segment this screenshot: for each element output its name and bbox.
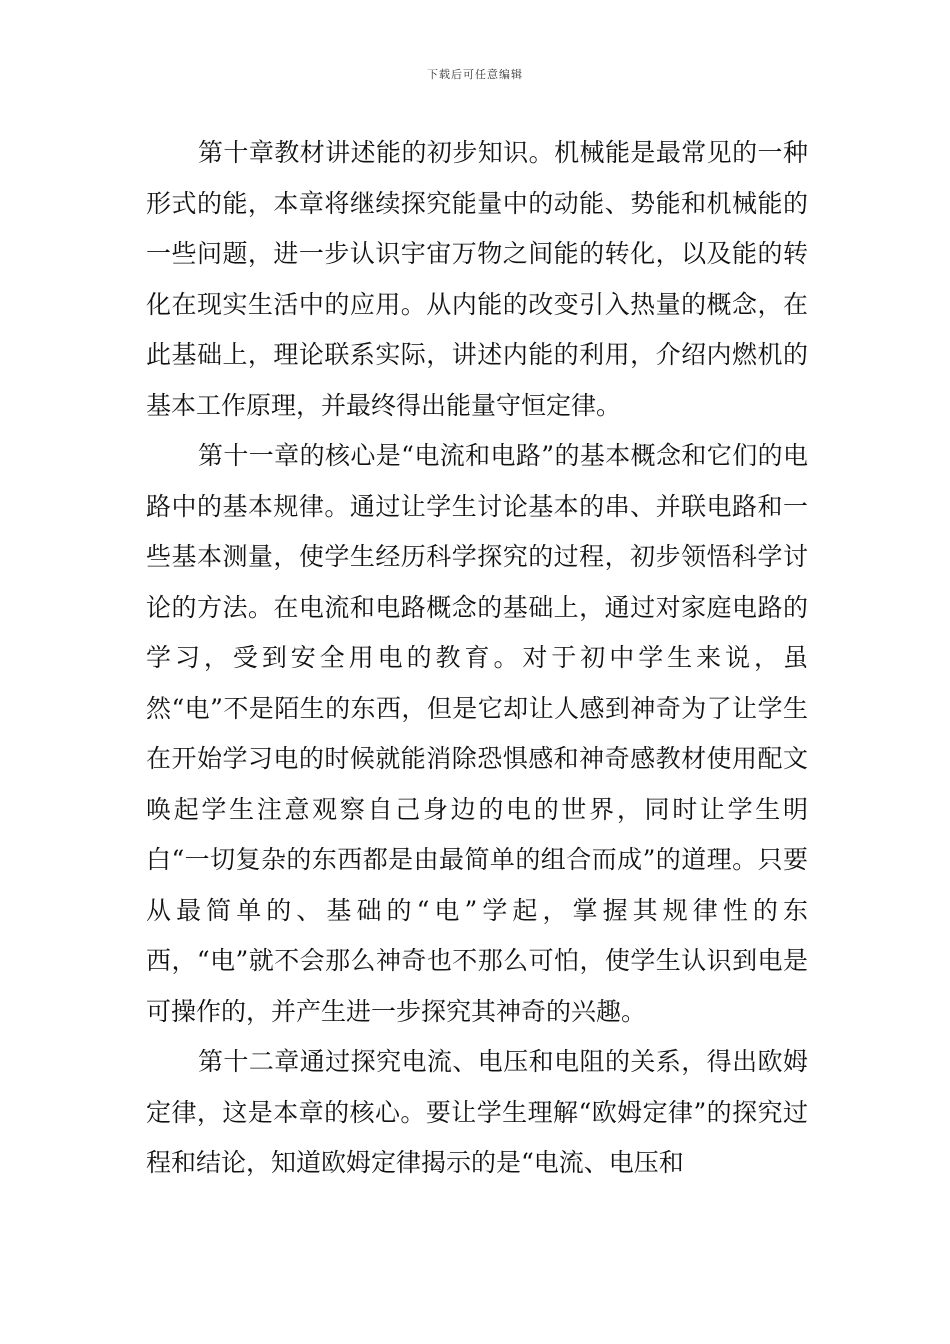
paragraph-chapter-12: 第十二章通过探究电流、电压和电阻的关系，得出欧姆定律，这是本章的核心。要让学生理解“欧姆定律”的探究过程和结论，知道欧姆定律揭示的是“电流、电压和	[146, 1047, 808, 1177]
paragraph-chapter-10: 第十章教材讲述能的初步知识。机械能是最常见的一种形式的能，本章将继续探究能量中的动能、势能和机械能的一些问题，进一步认识宇宙万物之间能的转化，以及能的转化在现实生活中的应用。从内能的改变引入热量的概念，在此基础上，理论联系实际，讲述内能的利用，介绍内燃机的基本工作原理，并最终得出能量守恒定律。	[146, 138, 808, 420]
download-note: 下载后可任意编辑	[427, 68, 523, 81]
paragraph-chapter-11: 第十一章的核心是“电流和电路”的基本概念和它们的电路中的基本规律。通过让学生讨论基本的串、并联电路和一些基本测量，使学生经历科学探究的过程，初步领悟科学讨论的方法。在电流和电路概念的基础上，通过对家庭电路的学习，受到安全用电的教育。对于初中学生来说，虽然“电”不是陌生的东西，但是它却让人感到神奇为了让学生在开始学习电的时候就能消除恐惧感和神奇感教材使用配文唤起学生注意观察自己身边的电的世界，同时让学生明白“一切复杂的东西都是由最简单的组合而成”的道理。只要从最简单的、基础的“电”学起，掌握其规律性的东西，“电”就不会那么神奇也不那么可怕，使学生认识到电是可操作的，并产生进一步探究其神奇的兴趣。	[146, 441, 808, 1026]
document-body	[146, 128, 808, 1189]
